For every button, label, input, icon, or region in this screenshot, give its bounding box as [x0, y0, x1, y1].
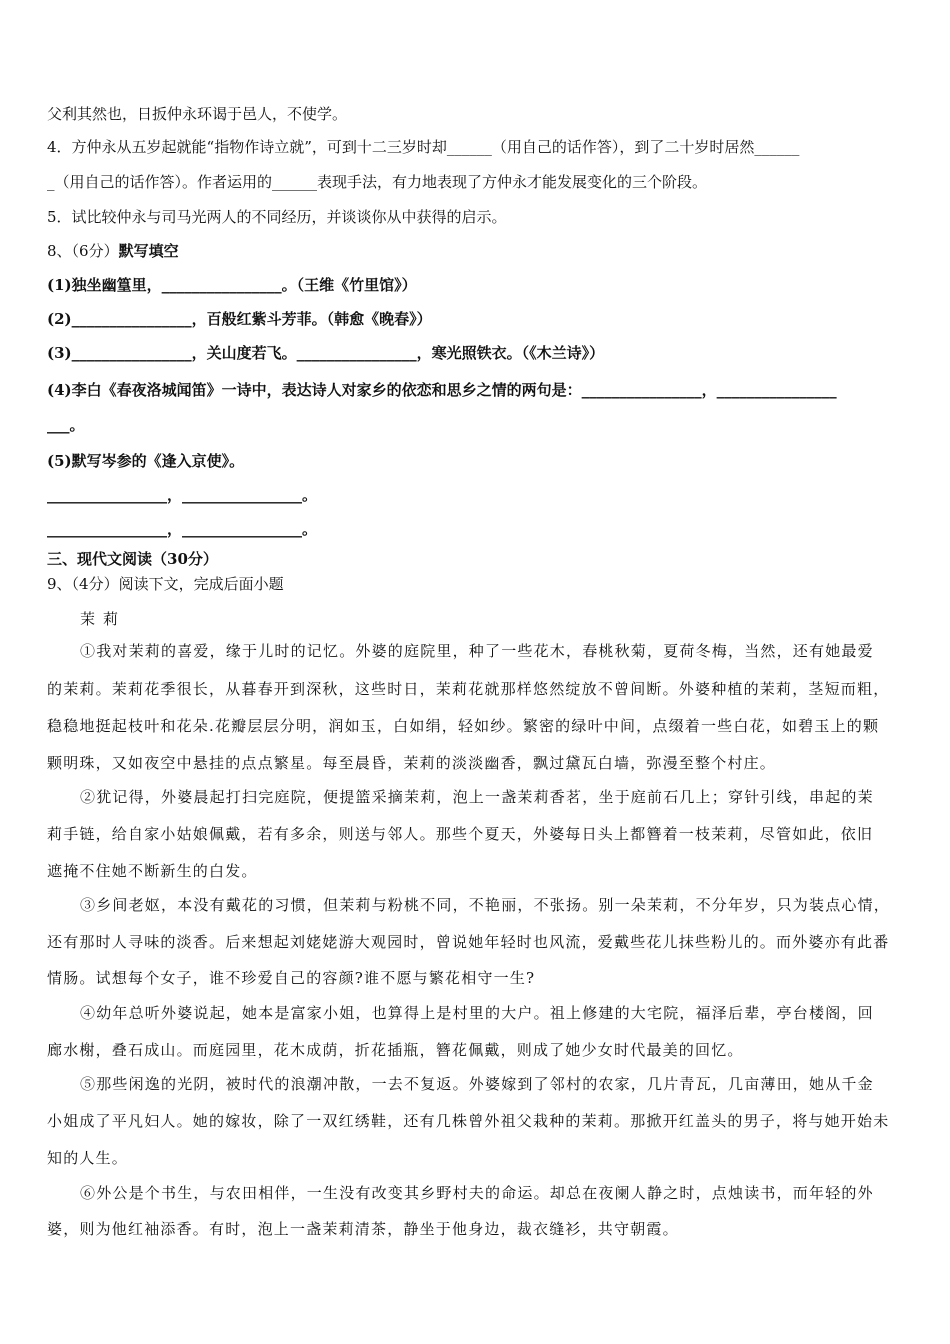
fill-item-5-blank-1: ________________，________________。	[47, 486, 318, 504]
article-title: 茉莉	[80, 610, 127, 628]
paragraph-1-line-3: 稳稳地挺起枝叶和花朵.花瓣层层分明，润如玉，白如绢，轻如纱。繁密的绿叶中间，点缀着一些白花，如碧玉上的颗	[47, 717, 880, 735]
question-8-number: 8、（6分）	[47, 242, 119, 260]
question-8-heading	[47, 241, 910, 261]
paragraph-6-line-1: ⑥外公是个书生，与农田相伴，一生没有改变其乡野村夫的命运。却总在夜阑人静之时，点烛读书，而年轻的外	[80, 1184, 874, 1202]
paragraph-1-line-2: 的茉莉。茉莉花季很长，从暮春开到深秋，这些时日，茉莉花就那样悠然绽放不曾间断。外婆种植的茉莉，茎短而粗，	[47, 680, 890, 698]
paragraph-4-line-2: 廊水榭，叠石成山。而庭园里，花木成荫，折花插瓶，簪花佩戴，则成了她少女时代最美的回忆。	[47, 1041, 744, 1059]
paragraph-2-line-2: 莉手链，给自家小姑娘佩戴，若有多余，则送与邻人。那些个夏天，外婆每日头上都簪着一枝茉莉，尽管如此，依旧	[47, 825, 874, 843]
paragraph-2-line-1: ②犹记得，外婆晨起打扫完庭院，便提篮采摘茉莉，泡上一盏茉莉香茗，坐于庭前石几上；穿针引线，串起的茉	[80, 788, 874, 806]
fill-item-5-blank-2: ________________，________________。	[47, 520, 318, 538]
paragraph-5-line-1: ⑤那些闲逸的光阴，被时代的浪潮冲散，一去不复返。外婆嫁到了邻村的农家，几片青瓦，几亩薄田，她从千金	[80, 1075, 874, 1093]
paragraph-6-line-2: 婆，则为他红袖添香。有时，泡上一盏茉莉清茶，静坐于他身边，裁衣缝衫，共守朝霞。	[47, 1220, 679, 1238]
fill-item-4-line-2: ___。	[47, 416, 85, 434]
paragraph-1-line-4: 颗明珠，又如夜空中悬挂的点点繁星。每至晨昏，茉莉的淡淡幽香，飘过黛瓦白墙，弥漫至整个村庄。	[47, 754, 777, 772]
fill-item-3: (3)________________，关山度若飞。________________，寒光照铁衣。（《木兰诗》）	[47, 344, 605, 362]
question-4-line-1: 4．方仲永从五岁起就能“指物作诗立就”，可到十二三岁时却______（用自己的话作答），到了二十岁时居然______	[47, 138, 800, 156]
text-line-prev-answer: 父利其然也，日扳仲永环谒于邑人，不使学。	[47, 105, 348, 123]
section-3-heading: 三、现代文阅读（30分）	[47, 550, 218, 568]
fill-item-5: (5)默写岑参的《逢入京使》。	[47, 452, 245, 470]
question-4-line-2: _（用自己的话作答）。作者运用的______表现手法，有力地表现了方仲永才能发展变化的三个阶段。	[47, 173, 708, 191]
fill-item-4-line-1: (4)李白《春夜洛城闻笛》一诗中，表达诗人对家乡的依恋和思乡之情的两句是：________________，________________	[47, 381, 837, 399]
paragraph-5-line-3: 知的人生。	[47, 1149, 129, 1167]
paragraph-4-line-1: ④幼年总听外婆说起，她本是富家小姐，也算得上是村里的大户。祖上修建的大宅院，福泽后辈，亭台楼阁，回	[80, 1004, 874, 1022]
paragraph-3-line-3: 情肠。试想每个女子，谁不珍爱自己的容颜?谁不愿与繁花相守一生?	[47, 969, 536, 987]
fill-item-1: (1)独坐幽篁里，________________。（王维《竹里馆》）	[47, 276, 417, 294]
paragraph-2-line-3: 遮掩不住她不断新生的白发。	[47, 862, 258, 880]
question-9-heading: 9、（4分）阅读下文，完成后面小题	[47, 575, 284, 593]
paragraph-5-line-2: 小姐成了平凡妇人。她的嫁妆，除了一双红绣鞋，还有几株曾外祖父栽种的茉莉。那掀开红盖头的男子，将与她开始未	[47, 1112, 890, 1130]
question-5: 5．试比较仲永与司马光两人的不同经历，并谈谈你从中获得的启示。	[47, 208, 507, 226]
paragraph-1-line-1: ①我对茉莉的喜爱，缘于儿时的记忆。外婆的庭院里，种了一些花木，春桃秋菊，夏荷冬梅，当然，还有她最爱	[80, 642, 874, 660]
paragraph-3-line-1: ③乡间老妪，本没有戴花的习惯，但茉莉与粉桃不同，不艳丽，不张扬。别一朵茉莉，不分年岁，只为装点心情，	[80, 896, 891, 914]
paragraph-3-line-2: 还有那时人寻味的淡香。后来想起刘姥姥游大观园时，曾说她年轻时也风流，爱戴些花儿抹些粉儿的。而外婆亦有此番	[47, 933, 890, 951]
fill-item-2: (2)________________，百般红紫斗芳菲。（韩愈《晚春》）	[47, 310, 432, 328]
question-8-title: 默写填空	[118, 242, 179, 260]
